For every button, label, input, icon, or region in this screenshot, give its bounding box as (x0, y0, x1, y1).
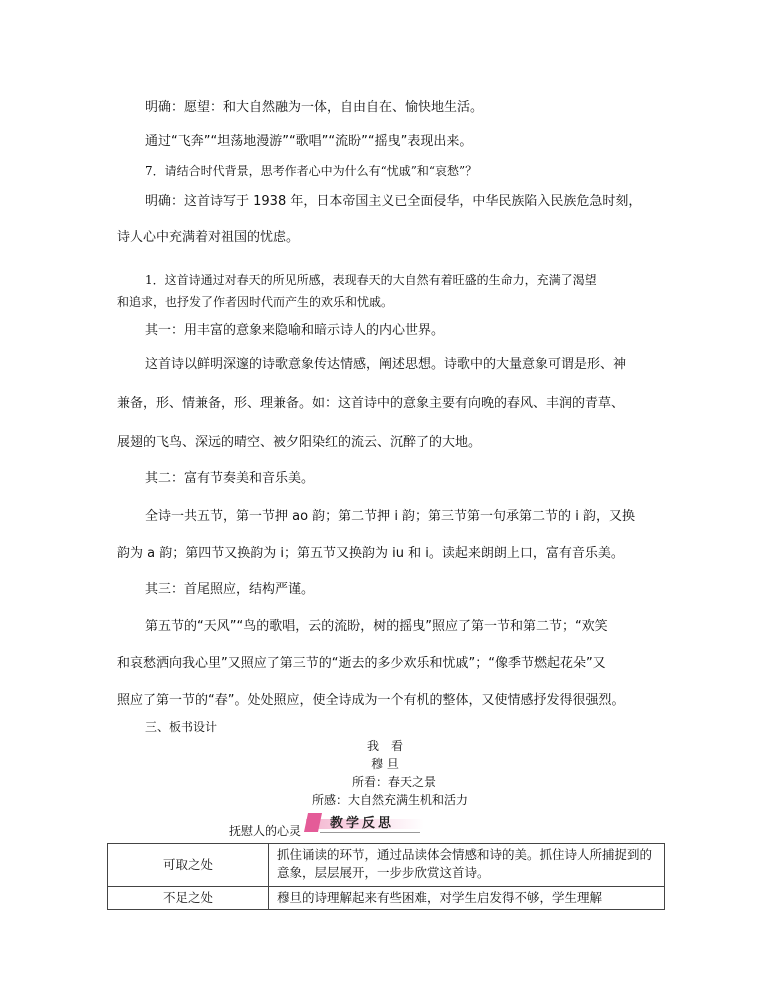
banner-title: 教学反思 (330, 816, 395, 831)
board-soothe: 抚慰人的心灵 (229, 824, 302, 838)
row-content-weaknesses: 穆旦的诗理解起来有些困难，对学生启发得不够，学生理解 (269, 887, 665, 910)
row-content-strengths: 抓住诵读的环节，通过品读体会情感和诗的美。抓住诗人所捕捉到的意象，层层展开，一步步欣赏这首诗。 (269, 844, 665, 887)
feature-2-body-2: 韵为 a 韵；第四节又换韵为 i；第五节又换韵为 iu 和 i。读起来朗朗上口，富有音乐美。 (117, 546, 624, 561)
feature-3-body-3: 照应了第一节的“春”。处处照应，使全诗成为一个有机的整体，又使情感抒发得很强烈。 (117, 693, 625, 708)
answer-wish-expression: 通过“飞奔”“坦荡地漫游”“歌唱”“流盼”“摇曳”表现出来。 (145, 134, 473, 149)
feature-2-heading: 其二：富有节奏美和音乐美。 (145, 471, 315, 486)
feature-3-heading: 其三：首尾照应，结构严谨。 (145, 582, 315, 597)
answer-7-cont: 诗人心中充满着对祖国的忧虑。 (117, 230, 300, 245)
banner-accent-tab (304, 813, 322, 832)
reflection-table (107, 843, 665, 910)
table-row (108, 844, 665, 887)
feature-2-body: 全诗一共五节，第一节押 ao 韵；第二节押 i 韵；第三节第一句承第二节的 i 韵，又换 (145, 509, 635, 524)
row-label-strengths: 可取之处 (108, 844, 269, 887)
teaching-reflection-banner (306, 812, 424, 834)
feature-1-body-3: 展翅的飞鸟、深远的晴空、被夕阳染红的流云、沉醉了的大地。 (117, 435, 482, 450)
board-seen: 所看：春天之景 (352, 775, 437, 789)
board-felt: 所感：大自然充满生机和活力 (312, 793, 469, 807)
summary-1: 1．这首诗通过对春天的所见所感，表现春天的大自然有着旺盛的生命力，充满了渴望 (145, 273, 597, 287)
answer-wish: 明确：愿望：和大自然融为一体，自由自在、愉快地生活。 (145, 100, 484, 115)
banner-underline (320, 832, 420, 833)
feature-3-body-2: 和哀愁洒向我心里”又照应了第三节的“逝去的多少欢乐和忧戚”；“像季节燃起花朵”又 (117, 656, 606, 671)
question-7: 7．请结合时代背景，思考作者心中为什么有“忧戚”和“哀愁”？ (145, 164, 478, 178)
board-title: 我 看 (366, 739, 403, 753)
board-author: 穆 旦 (371, 757, 399, 771)
feature-3-body: 第五节的“天风”“鸟的歌唱，云的流盼，树的摇曳”照应了第一节和第二节；“欢笑 (145, 619, 608, 634)
table-row (108, 887, 665, 910)
section-board-design: 三、板书设计 (145, 720, 218, 734)
feature-1-body-2: 兼备，形、情兼备，形、理兼备。如：这首诗中的意象主要有向晚的春风、丰润的青草、 (117, 396, 625, 411)
answer-7: 明确：这首诗写于 1938 年，日本帝国主义已全面侵华，中华民族陷入民族危急时刻， (145, 194, 642, 209)
summary-1-cont: 和追求，也抒发了作者因时代而产生的欢乐和忧戚。 (117, 295, 394, 309)
feature-1-body: 这首诗以鲜明深邃的诗歌意象传达情感，阐述思想。诗歌中的大量意象可谓是形、神 (145, 357, 627, 372)
feature-1-heading: 其一：用丰富的意象来隐喻和暗示诗人的内心世界。 (145, 323, 445, 338)
row-label-weaknesses: 不足之处 (108, 887, 269, 910)
